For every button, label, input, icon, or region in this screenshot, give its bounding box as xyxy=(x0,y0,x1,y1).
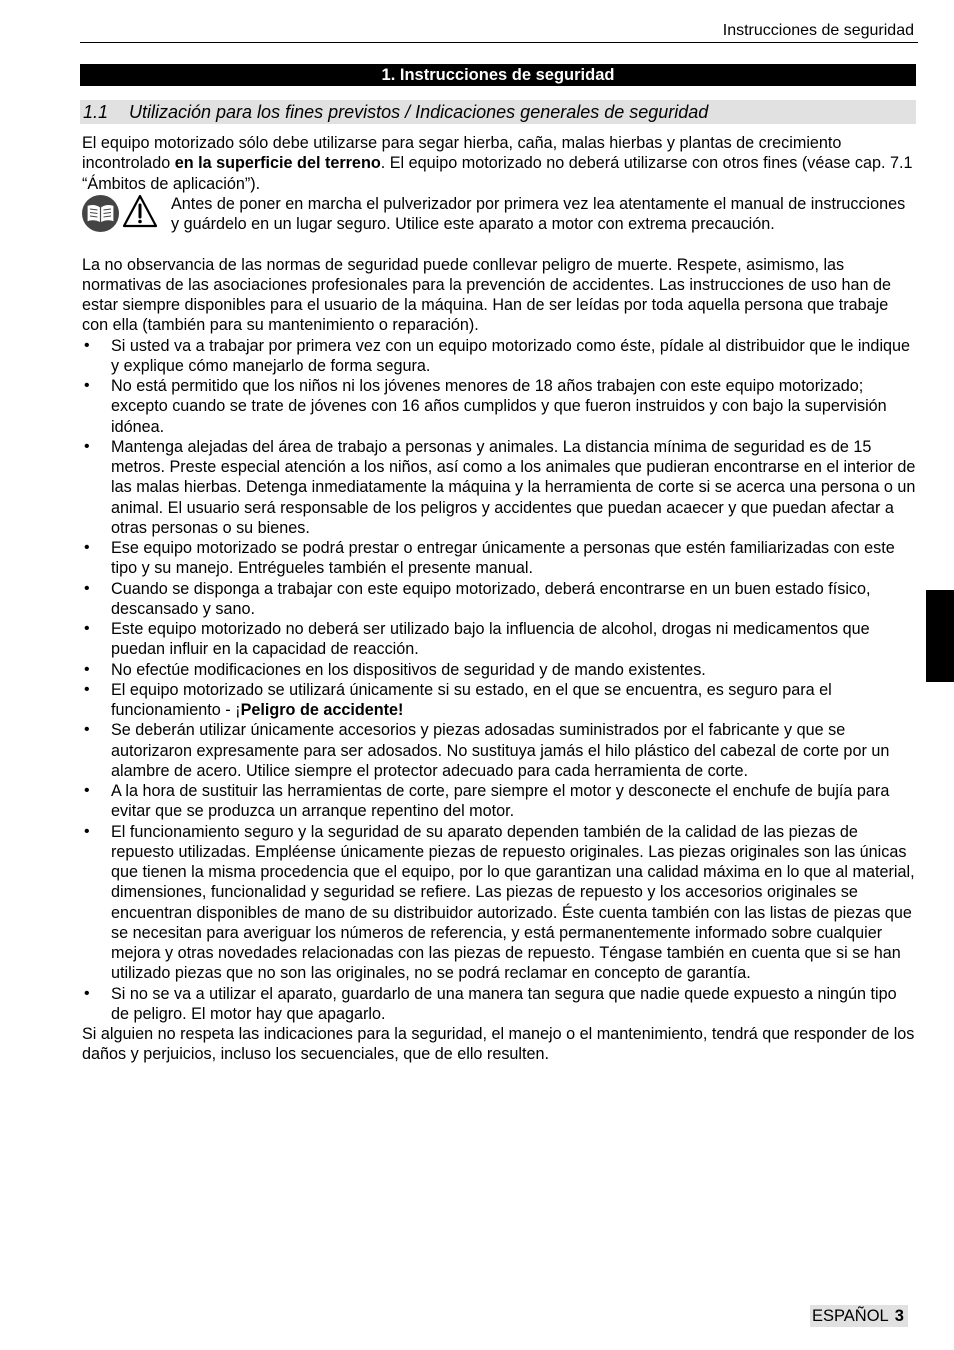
bullet-item xyxy=(82,822,916,984)
bullet-item xyxy=(82,579,916,620)
running-header: Instrucciones de seguridad xyxy=(722,22,914,39)
bullet-dot: • xyxy=(84,660,90,678)
bullet-text: Si no se va a utilizar el aparato, guardarlo de una manera tan segura que nadie quede expuesto a ningún tipo de peligro. El motor hay que apagarlo. xyxy=(111,984,897,1023)
bullet-item xyxy=(82,984,916,1025)
closing-paragraph: Si alguien no respeta las indicaciones para la seguridad, el manejo o el mantenimiento, tendrá que responder de los daños y perjuicios, incluso los secuenciales, que de ello resulten. xyxy=(82,1025,915,1064)
bullet-text: El funcionamiento seguro y la seguridad de su aparato dependen también de la calidad de las piezas de repuesto utilizadas. Empléense únicamente piezas de repuesto originales. Las piezas originales son las únicas que tienen la misma procedencia que el equipo, por lo que garantizan una calidad máxima en lo que al material, dimensiones, funcionalidad y seguridad se refiere. Las piezas de repuesto y los accesorios originales se encuentran disponibles de mano de su distribuidor autorizado. Éste cuenta también con las listas de piezas que se necesitan para averiguar los números de referencia, y está permanentemente informado sobre cualquier mejora y otras novedades relacionadas con las piezas de repuesto. Téngase también en cuenta que si se han utilizado piezas que no son las originales, no se podrá reclamar en concepto de garantía. xyxy=(111,822,915,983)
bullet-text: No efectúe modificaciones en los dispositivos de seguridad y de mando existentes. xyxy=(111,660,706,679)
bullet-dot: • xyxy=(84,336,90,354)
book-icon xyxy=(82,195,119,232)
bullet-item xyxy=(82,538,916,579)
section-title: 1. Instrucciones de seguridad xyxy=(80,64,916,86)
bullet-item xyxy=(82,781,916,822)
bullet-item xyxy=(82,336,916,377)
bullet-text: Este equipo motorizado no deberá ser utilizado bajo la influencia de alcohol, drogas ni medicamentos que puedan influir en la capacidad de reacción. xyxy=(111,620,870,659)
safety-bullet-list xyxy=(82,336,916,1025)
bullet-text: No está permitido que los niños ni los jóvenes menores de 18 años trabajen con este equipo motorizado; excepto cuando se trate de jóvenes con 16 años cumplidos y que fueron instruidos y con bajo la supervisión idónea. xyxy=(111,377,887,436)
bullet-text: A la hora de sustituir las herramientas de corte, pare siempre el motor y desconecte el enchufe de bujía para evitar que se produzca un arranque repentino del motor. xyxy=(111,782,890,821)
bullet-text: El equipo motorizado se utilizará únicamente si su estado, en el que se encuentra, es seguro para el funcionamiento - ¡ xyxy=(111,680,832,719)
bullet-item xyxy=(82,437,916,538)
bullet-item xyxy=(82,720,916,781)
bullet-dot: • xyxy=(84,437,90,455)
bullet-bold-text: Peligro de accidente! xyxy=(240,701,404,719)
subsection-title xyxy=(80,100,916,124)
intro-text: El equipo motorizado sólo debe utilizarse para segar hierba, caña, malas hierbas y plantas de crecimiento incontrolado xyxy=(82,134,842,173)
bullet-text: Si usted va a trabajar por primera vez con un equipo motorizado como éste, pídale al distribuidor que le indique y explique cómo manejarlo de forma segura. xyxy=(111,336,911,375)
bullet-dot: • xyxy=(84,620,90,637)
body-content xyxy=(82,133,916,1065)
page-footer xyxy=(810,1305,908,1327)
bullet-dot: • xyxy=(84,539,90,556)
subsection-number: 1.1 xyxy=(83,102,109,122)
bullet-dot: • xyxy=(84,680,90,698)
intro-bold-text: en la superficie del terreno xyxy=(174,154,381,173)
bullet-text: Mantenga alejadas del área de trabajo a personas y animales. La distancia mínima de seguridad es de 15 metros. Preste especial atención a los niños, así como a los animales que pudieran encontrarse en el interior de las malas hierbas. Detenga inmediatamente la máquina y la herramienta de corte si se acerca una persona o un animal. El usuario será responsable de los peligros y accidentes que puedan acaecer y que puedan afectar a otras personas o su bienes. xyxy=(111,437,916,537)
language-side-tab xyxy=(926,590,954,682)
bullet-dot: • xyxy=(84,377,90,394)
bullet-dot: • xyxy=(84,984,90,1002)
page-number: 3 xyxy=(894,1307,904,1325)
bullet-text: Se deberán utilizar únicamente accesorios y piezas adosadas suministrados por el fabricante y que se autorizaron expresamente para ser adosados. No sustituya jamás el hilo plástico del cabezal de corte por un alambre de acero. Utilice siempre el protector adecuado para cada herramienta de corte. xyxy=(111,721,890,780)
header-rule xyxy=(80,42,918,43)
warning-paragraph: La no observancia de las normas de seguridad puede conllevar peligro de muerte. Respete, asimismo, las normativas de las asociaciones profesionales para la prevención de accidentes. Las instrucciones de uso han de estar siempre disponibles para el usuario de la máquina. Han de ser leídas por toda aquella persona que trabaje con ella (también para su mantenimiento o reparación). xyxy=(82,255,891,335)
subsection-title-text: Utilización para los fines previstos / Indicaciones generales de seguridad xyxy=(129,102,709,122)
bullet-dot: • xyxy=(84,579,90,597)
intro-paragraph xyxy=(82,133,916,194)
intro-text-end: . El equipo motorizado no deberá utilizarse con otros fines (véase cap. 7.1 “Ámbitos de aplicación”). xyxy=(82,154,913,193)
bullet-item xyxy=(82,619,916,660)
bullet-text: Ese equipo motorizado se podrá prestar o entregar únicamente a personas que estén familiarizadas con este tipo y su manejo. Entrégueles también el presente manual. xyxy=(111,539,895,578)
bullet-dot: • xyxy=(84,822,90,840)
warning-triangle-icon xyxy=(122,194,158,233)
footer-language: ESPAÑOL xyxy=(812,1307,889,1325)
icon-group xyxy=(82,194,168,234)
bullet-dot: • xyxy=(84,721,90,739)
bullet-item xyxy=(82,376,916,437)
bullet-item xyxy=(82,680,916,721)
bullet-text: Cuando se disponga a trabajar con este equipo motorizado, deberá encontrarse en un buen estado físico, descansado y sano. xyxy=(111,579,871,618)
manual-note: Antes de poner en marcha el pulverizador por primera vez lea atentamente el manual de instrucciones y guárdelo en un lugar seguro. Utilice este aparato a motor con extrema precaución. xyxy=(171,194,906,233)
bullet-item xyxy=(82,660,916,680)
bullet-dot: • xyxy=(84,782,90,799)
